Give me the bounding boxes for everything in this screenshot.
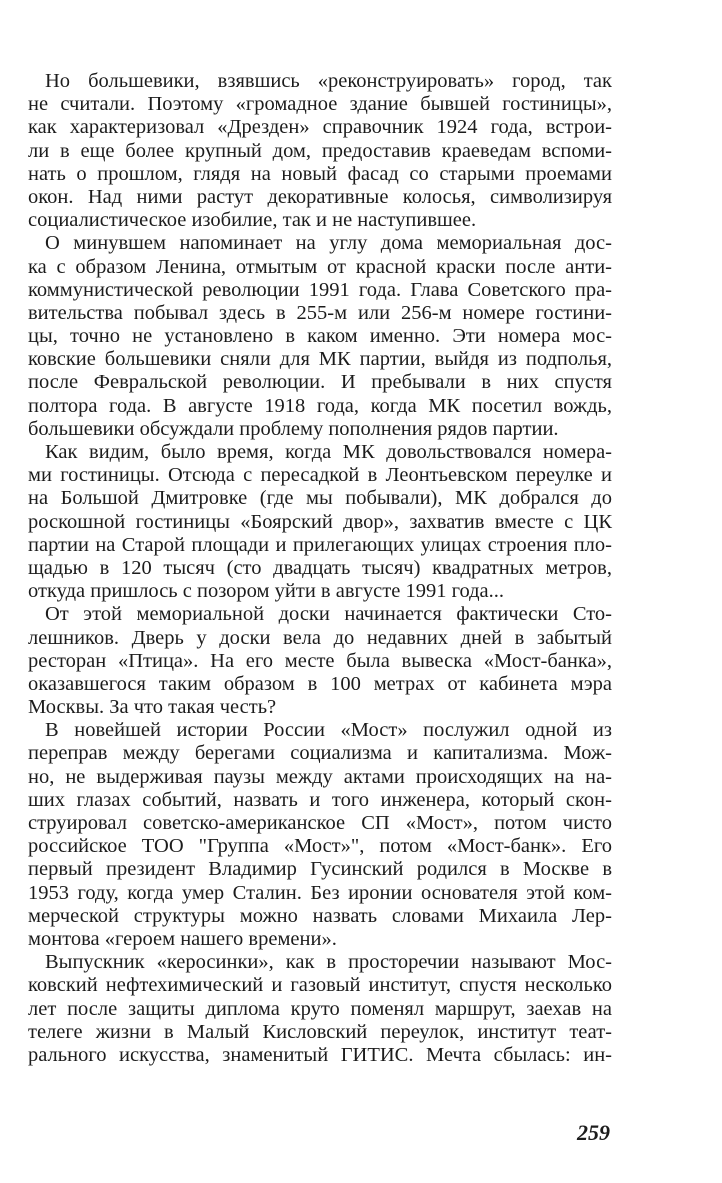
text-line: на Большой Дмитровке (где мы побывали), МК добрался до [28,487,612,510]
text-line: ших глазах событий, назвать и того инженера, который скон- [28,788,612,811]
text-line: мерческой структуры можно назвать словами Михаила Лер- [28,904,612,927]
text-line: партии на Старой площади и прилегающих улицах строения пло- [28,533,612,556]
text-line: ковские большевики сняли для МК партии, выйдя из подполья, [28,348,612,371]
text-line: телеге жизни в Малый Кисловский переулок, институт теат- [28,1020,612,1043]
text-line: роскошной гостиницы «Боярский двор», захватив вместе с ЦК [28,510,612,533]
text-line: О минувшем напоминает на углу дома мемориальная дос- [45,232,612,255]
page-number: 259 [577,1120,610,1145]
text-line: российское ТОО "Группа «Мост»", потом «Мост-банк». Его [28,835,612,858]
text-line: 1953 году, когда умер Сталин. Без иронии основателя этой ком- [28,881,612,904]
text-line: монтова «героем нашего времени». [28,927,337,950]
text-line: не считали. Поэтому «громадное здание бывшей гостиницы», [28,93,612,116]
text-line: первый президент Владимир Гусинский родился в Москве в [28,858,612,881]
text-line: большевики обсуждали проблему пополнения рядов партии. [28,417,559,440]
paragraph [28,603,612,719]
text-line: Выпускник «керосинки», как в просторечии называют Мос- [45,951,612,974]
page-body-text [28,70,612,1067]
text-line: Как видим, было время, когда МК довольствовался номера- [45,441,612,463]
text-line: лешников. Дверь у доски вела до недавних дней в забытый [28,626,612,649]
text-line: В новейшей истории России «Мост» послужил одной из [45,719,612,742]
paragraph [28,951,612,1067]
paragraph [28,232,612,441]
text-line: рального искусства, знаменитый ГИТИС. Мечта сбылась: ин- [28,1043,612,1066]
text-line: ресторан «Птица». На его месте была вывеска «Мост-банка», [28,649,612,672]
text-line: Москвы. За что такая честь? [28,696,277,719]
text-line: окон. Над ними растут декоративные колосья, символизируя [28,185,612,208]
paragraph [28,719,612,951]
text-line: откуда пришлось с позором уйти в августе 1991 года... [28,580,505,603]
text-line: оказавшегося таким образом в 100 метрах от кабинета мэра [28,672,612,695]
text-line: щадью в 120 тысяч (сто двадцать тысяч) квадратных метров, [28,556,612,579]
paragraph [28,441,612,603]
text-line: социалистическое изобилие, так и не наступившее. [28,209,477,232]
text-line: полтора года. В августе 1918 года, когда МК посетил вождь, [28,394,612,417]
text-line: нать о прошлом, глядя на новый фасад со старыми проемами [28,162,612,185]
text-line: вительства побывал здесь в 255-м или 256-м номере гостини- [28,301,612,324]
text-line: ка с образом Ленина, отмытым от красной краски после анти- [28,255,612,278]
text-line: Но большевики, взявшись «реконструировать» город, так [45,70,612,92]
text-line: ковский нефтехимический и газовый институт, спустя несколько [28,974,612,997]
text-line: ли в еще более крупный дом, предоставив краеведам вспоми- [28,139,612,162]
text-line: как характеризовал «Дрезден» справочник 1924 года, встрои- [28,116,612,139]
text-line: От этой мемориальной доски начинается фактически Сто- [45,603,612,626]
text-line: переправ между берегами социализма и капитализма. Мож- [28,742,612,765]
text-line: но, не выдерживая паузы между актами происходящих на на- [28,765,612,788]
text-line: струировал советско-американское СП «Мост», потом чисто [28,812,612,834]
text-line: цы, точно не установлено в каком именно. Эти номера мос- [28,325,612,348]
text-line: лет после защиты диплома круто поменял маршрут, заехав на [28,997,612,1020]
paragraph [28,70,612,232]
text-line: после Февральской революции. И пребывали в них спустя [28,371,612,394]
text-line: ми гостиницы. Отсюда с пересадкой в Леонтьевском переулке и [28,464,612,487]
text-line: коммунистической революции 1991 года. Глава Советского пра- [28,278,612,301]
